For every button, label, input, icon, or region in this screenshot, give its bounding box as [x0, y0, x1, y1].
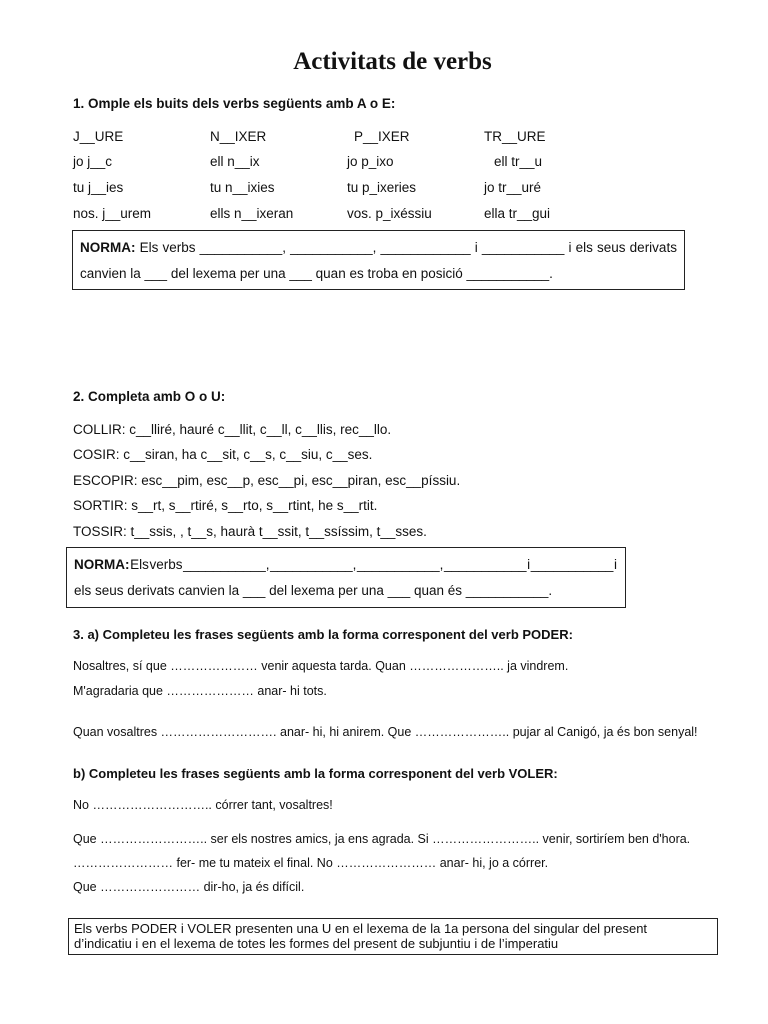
verb-cell: tu p_ixeries: [347, 180, 417, 195]
norma-1-line-1: [80, 240, 677, 255]
norma-blank: ___________,: [183, 557, 270, 572]
verb-cell: P__IXER: [354, 129, 410, 144]
exercise-line: TOSSIR: t__ssis, , t__s, haurà t__ssit, t__ssíssim, t__sses.: [73, 524, 427, 539]
section-1-heading: 1. Omple els buits dels verbs següents amb A o E:: [73, 96, 396, 111]
norma-word: verbs: [162, 240, 196, 255]
norma-blank: ___________,: [199, 240, 286, 255]
page-title: Activitats de verbs: [293, 48, 492, 75]
norma-2-line-2: els seus derivats canvien la ___ del lexema per una ___ quan és ___________.: [74, 583, 553, 598]
exercise-line: SORTIR: s__rt, s__rtiré, s__rto, s__rtint, he s__rtit.: [73, 498, 378, 513]
note-line-1: Els verbs PODER i VOLER presenten una U en el lexema de la 1a persona del singular del present: [74, 921, 648, 936]
norma-box-2: [66, 547, 626, 608]
norma-1-line-2: canvien la ___ del lexema per una ___ quan es troba en posició ___________.: [80, 266, 553, 281]
verb-cell: ell n__ix: [210, 154, 260, 169]
section-3a-heading: 3. a) Completeu les frases següents amb la forma corresponent del verb PODER:: [73, 627, 573, 642]
norma-blank: ____________: [380, 240, 471, 255]
section-3b-heading: b) Completeu les frases següents amb la forma corresponent del verb VOLER:: [73, 766, 558, 781]
exercise-line: Que …………………….. ser els nostres amics, ja ens agrada. Si …………………….. venir, sortiríem ben d'hora.: [73, 832, 691, 846]
verb-cell: jo tr__uré: [484, 180, 542, 195]
norma-blank: ___________,: [357, 557, 444, 572]
verb-cell: tu j__ies: [73, 180, 124, 195]
exercise-line: Quan vosaltres ………………………. anar- hi, hi anirem. Que ………………….. pujar al Canigó, ja és bon senyal!: [73, 725, 698, 739]
exercise-line: M'agradaria que ………………… anar- hi tots.: [73, 684, 327, 698]
norma-word: Els: [130, 557, 149, 572]
verb-cell: N__IXER: [210, 129, 267, 144]
verb-cell: TR__URE: [484, 129, 546, 144]
norma-word: i: [613, 557, 617, 572]
verb-cell: nos. j__urem: [73, 206, 152, 221]
norma-blank: ___________,: [270, 557, 357, 572]
verb-cell: jo j__c: [73, 154, 113, 169]
exercise-line: COSIR: c__siran, ha c__sit, c__s, c__siu, c__ses.: [73, 447, 373, 462]
exercise-line: …………………… fer- me tu mateix el final. No …………………… anar- hi, jo a córrer.: [73, 856, 549, 870]
note-box: [68, 918, 718, 955]
norma-blank: ___________,: [290, 240, 377, 255]
norma-word: i: [527, 557, 531, 572]
exercise-line: ESCOPIR: esc__pim, esc__p, esc__pi, esc__piran, esc__píssiu.: [73, 473, 461, 488]
verb-cell: ell tr__u: [494, 154, 543, 169]
note-line-2: d’indicatiu i en el lexema de totes les formes del present de subjuntiu i de l’imperatiu: [74, 936, 559, 951]
norma-word: Els: [139, 240, 159, 255]
norma-word: verbs: [149, 557, 183, 572]
norma-label: NORMA:: [74, 557, 130, 572]
norma-word: derivats: [629, 240, 677, 255]
verb-cell: tu n__ixies: [210, 180, 275, 195]
exercise-line: COLLIR: c__lliré, hauré c__llit, c__ll, c__llis, rec__llo.: [73, 422, 392, 437]
section-2-heading: 2. Completa amb O o U:: [73, 389, 226, 404]
norma-word: i: [568, 240, 572, 255]
exercise-line: Que …………………… dir-ho, ja és difícil.: [73, 880, 305, 894]
norma-word: seus: [597, 240, 626, 255]
norma-box-1: [72, 230, 685, 290]
norma-word: els: [575, 240, 593, 255]
norma-label: NORMA:: [80, 240, 136, 255]
verb-cell: J__URE: [73, 129, 124, 144]
norma-blank: ___________: [530, 557, 614, 572]
norma-2-line-1: [74, 557, 617, 572]
verb-cell: jo p_ixo: [347, 154, 394, 169]
norma-blank: ___________: [443, 557, 527, 572]
norma-blank: ___________: [481, 240, 565, 255]
verb-cell: vos. p_ixéssiu: [347, 206, 432, 221]
exercise-line: Nosaltres, sí que ………………… venir aquesta tarda. Quan ………………….. ja vindrem.: [73, 659, 569, 673]
verb-cell: ella tr__gui: [484, 206, 551, 221]
verb-cell: ells n__ixeran: [210, 206, 294, 221]
norma-word: i: [474, 240, 478, 255]
exercise-line: No ……………………….. córrer tant, vosaltres!: [73, 798, 333, 812]
